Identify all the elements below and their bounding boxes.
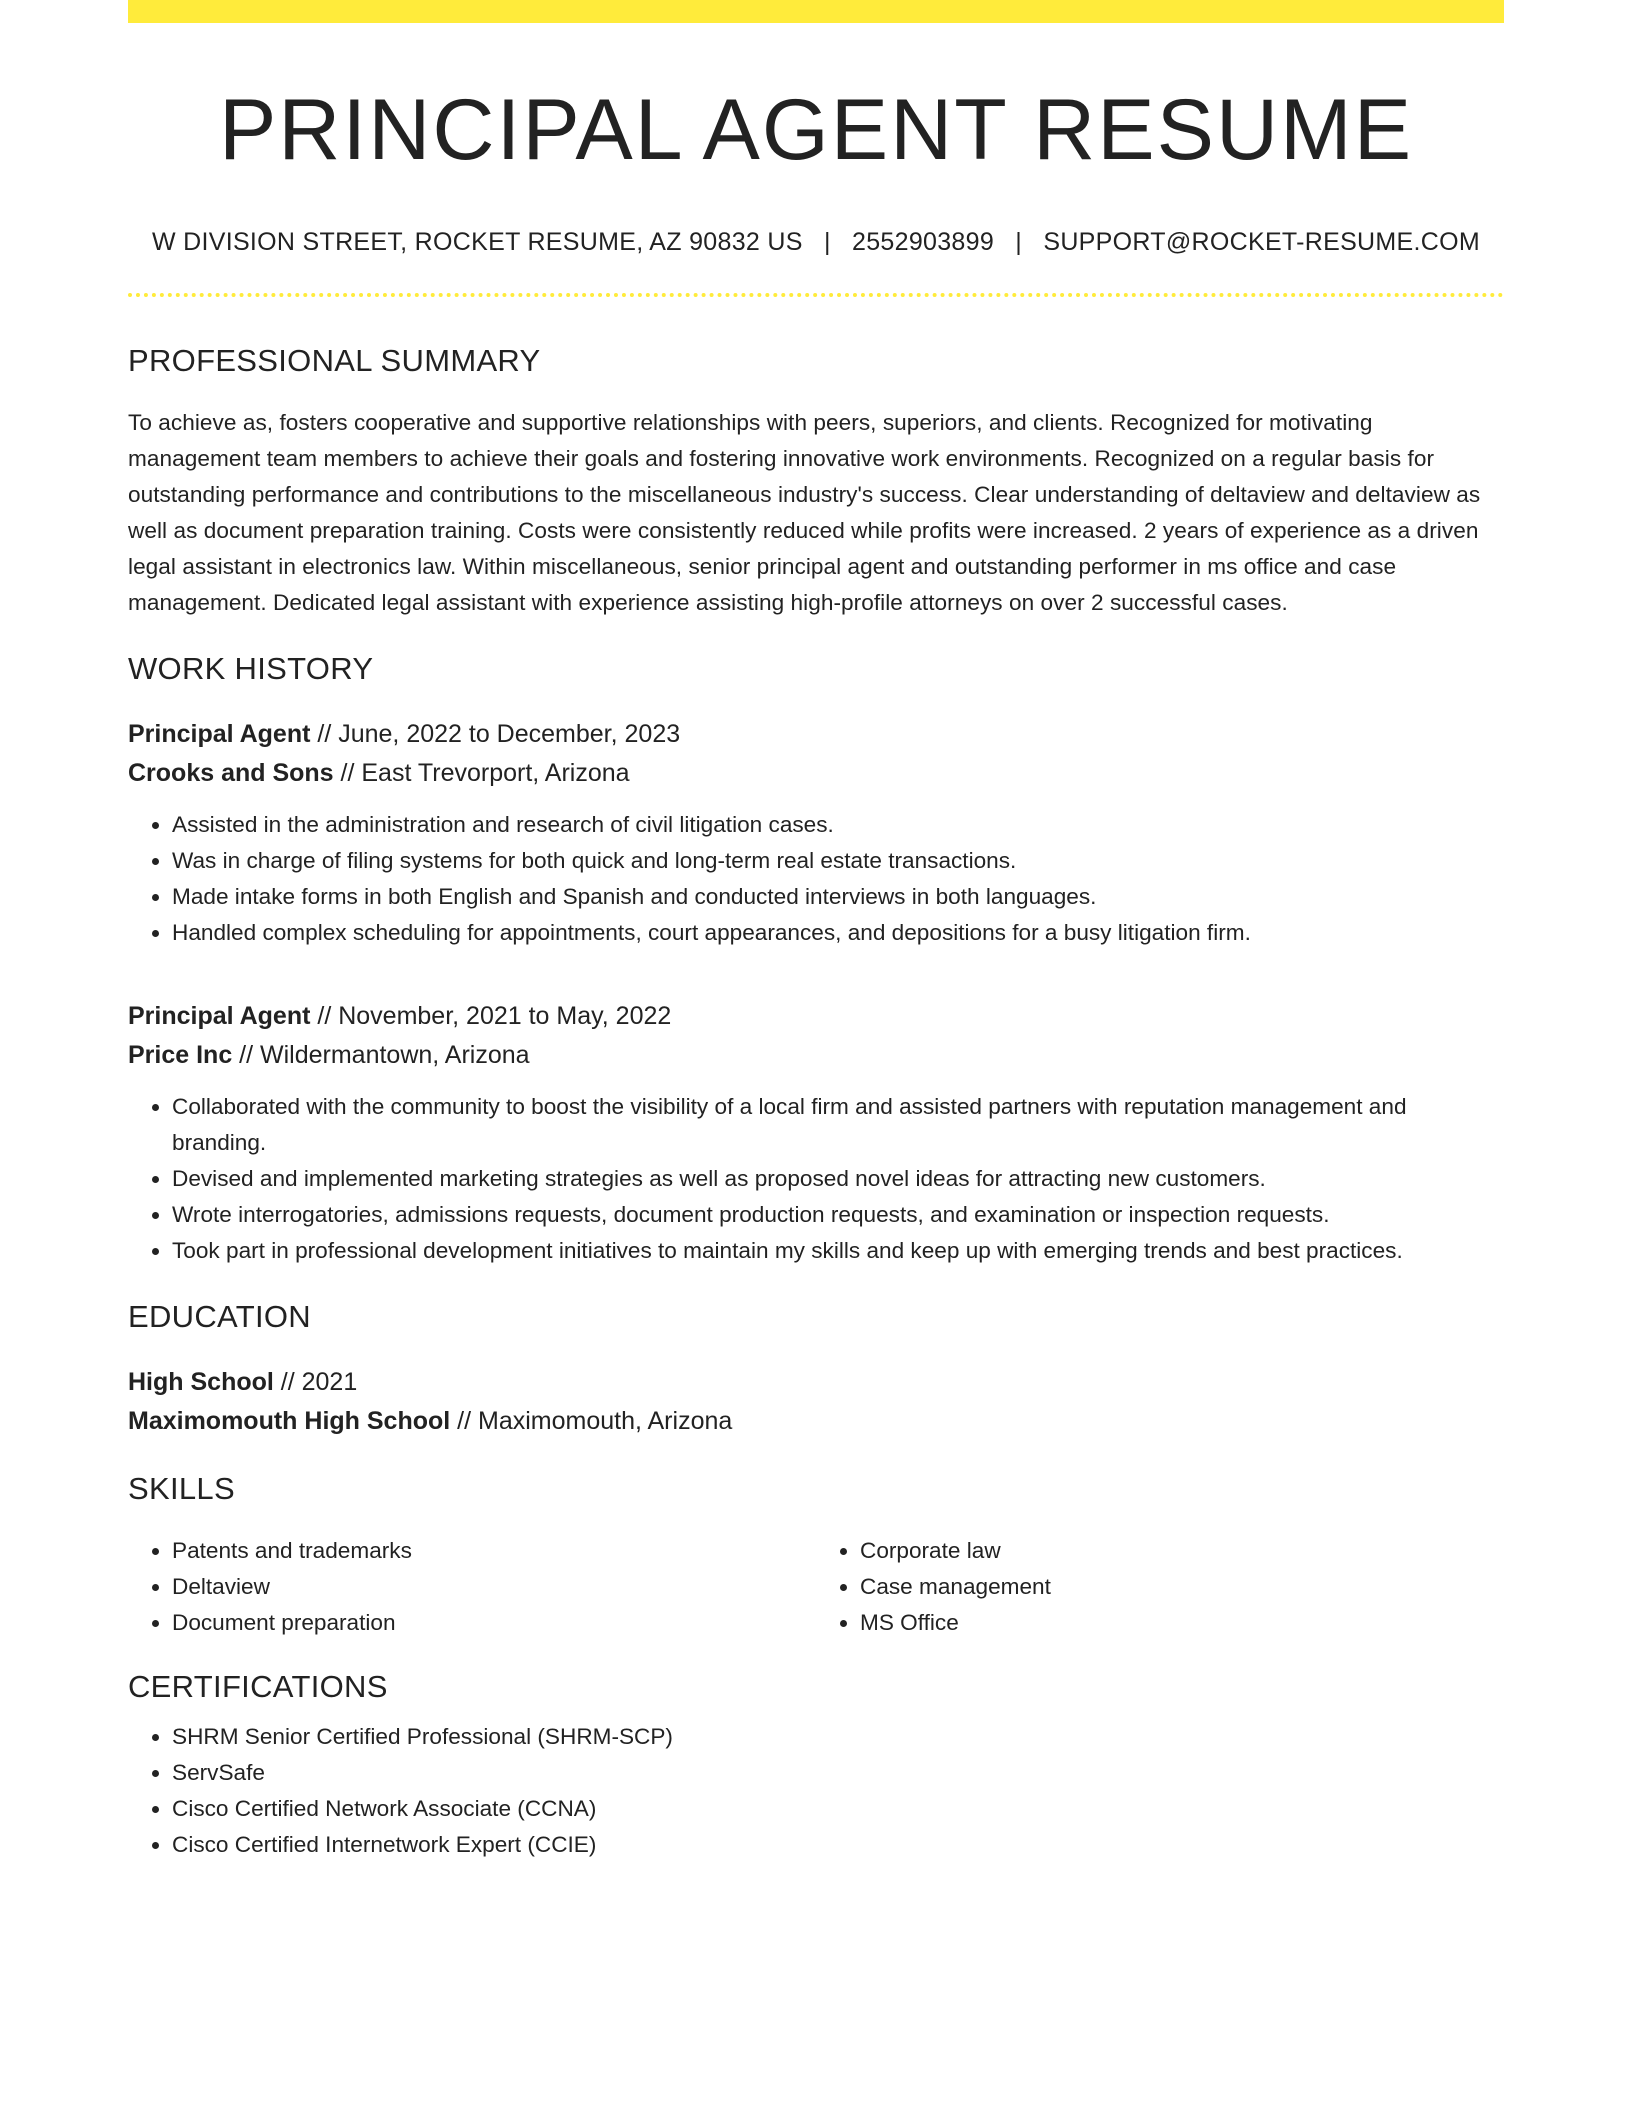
job-bullets — [128, 807, 1504, 951]
education-school: Maximomouth High School — [128, 1406, 451, 1435]
job-company: Crooks and Sons — [128, 758, 334, 787]
job-company-line — [128, 754, 1504, 793]
list-item: • ServSafe — [172, 1755, 1504, 1791]
list-item: • Case management — [860, 1569, 1504, 1605]
contact-phone: 2552903899 — [852, 227, 995, 256]
summary-heading: PROFESSIONAL SUMMARY — [128, 342, 541, 378]
job-dates: // June, 2022 to December, 2023 — [310, 719, 681, 748]
contact-separator: | — [823, 227, 831, 256]
accent-top-bar — [128, 0, 1504, 23]
job-title-line — [128, 715, 1504, 754]
list-item: • MS Office — [860, 1605, 1504, 1641]
education-degree-line — [128, 1363, 1504, 1402]
list-item: • Took part in professional development initiatives to maintain my skills and keep up with emerging trends and best practices. — [172, 1233, 1504, 1269]
job-bullets — [128, 1089, 1504, 1269]
resume-page — [128, 0, 1504, 1863]
education-location: // Maximomouth, Arizona — [450, 1406, 733, 1435]
list-item: • Deltaview — [172, 1569, 816, 1605]
contact-address: W DIVISION STREET, ROCKET RESUME, AZ 90832 US — [152, 227, 803, 256]
list-item: • Made intake forms in both English and Spanish and conducted interviews in both languages. — [172, 879, 1504, 915]
job-location: // Wildermantown, Arizona — [232, 1040, 530, 1069]
list-item: • Devised and implemented marketing strategies as well as proposed novel ideas for attracting new customers. — [172, 1161, 1504, 1197]
certifications-list — [128, 1719, 1504, 1863]
list-item: • Cisco Certified Network Associate (CCNA) — [172, 1791, 1504, 1827]
education-degree: High School — [128, 1367, 274, 1396]
certifications-heading: CERTIFICATIONS — [128, 1668, 388, 1704]
skills-grid — [128, 1533, 1504, 1641]
list-item: • Corporate law — [860, 1533, 1504, 1569]
list-item: • Patents and trademarks — [172, 1533, 816, 1569]
job-dates: // November, 2021 to May, 2022 — [310, 1001, 672, 1030]
list-item: • SHRM Senior Certified Professional (SHRM-SCP) — [172, 1719, 1504, 1755]
contact-line — [128, 228, 1504, 257]
list-item: • Collaborated with the community to boost the visibility of a local firm and assisted partners with reputation management and branding. — [172, 1089, 1504, 1161]
contact-email: SUPPORT@ROCKET-RESUME.COM — [1043, 227, 1480, 256]
job-location: // East Trevorport, Arizona — [333, 758, 630, 787]
education-year: // 2021 — [273, 1367, 358, 1396]
education-school-line — [128, 1402, 1504, 1441]
resume-title: PRINCIPAL AGENT RESUME — [218, 82, 1414, 178]
list-item: • Assisted in the administration and research of civil litigation cases. — [172, 807, 1504, 843]
contact-separator: | — [1015, 227, 1023, 256]
job-title: Principal Agent — [128, 1001, 311, 1030]
skills-heading: SKILLS — [128, 1470, 235, 1506]
summary-text: To achieve as, fosters cooperative and supportive relationships with peers, superiors, and clients. Recognized for motivating management team members to achieve their goals and fostering innovative work environments. Recognized on a regular basis for outstanding performance and contributions to the miscellaneous industry's success. Clear understanding of deltaview and deltaview as well as document preparation training. Costs were consistently reduced while profits were increased. 2 years of experience as a driven legal assistant in electronics law. Within miscellaneous, senior principal agent and outstanding performer in ms office and case management. Dedicated legal assistant with experience assisting high-profile attorneys on over 2 successful cases. — [128, 409, 1481, 615]
job-title: Principal Agent — [128, 719, 311, 748]
list-item: • Was in charge of filing systems for both quick and long-term real estate transactions. — [172, 843, 1504, 879]
skills-list-left — [128, 1533, 816, 1641]
job-company-line — [128, 1036, 1504, 1075]
list-item: • Document preparation — [172, 1605, 816, 1641]
job-company: Price Inc — [128, 1040, 233, 1069]
dotted-divider — [128, 293, 1504, 297]
skills-list-right — [816, 1533, 1504, 1641]
job-entry — [128, 997, 1504, 1269]
list-item: • Handled complex scheduling for appointments, court appearances, and depositions for a busy litigation firm. — [172, 915, 1504, 951]
job-entry — [128, 715, 1504, 951]
job-title-line — [128, 997, 1504, 1036]
education-heading: EDUCATION — [128, 1298, 311, 1334]
education-entry — [128, 1363, 1504, 1441]
list-item: • Wrote interrogatories, admissions requests, document production requests, and examination or inspection requests. — [172, 1197, 1504, 1233]
work-history-heading: WORK HISTORY — [128, 650, 374, 686]
list-item: • Cisco Certified Internetwork Expert (CCIE) — [172, 1827, 1504, 1863]
